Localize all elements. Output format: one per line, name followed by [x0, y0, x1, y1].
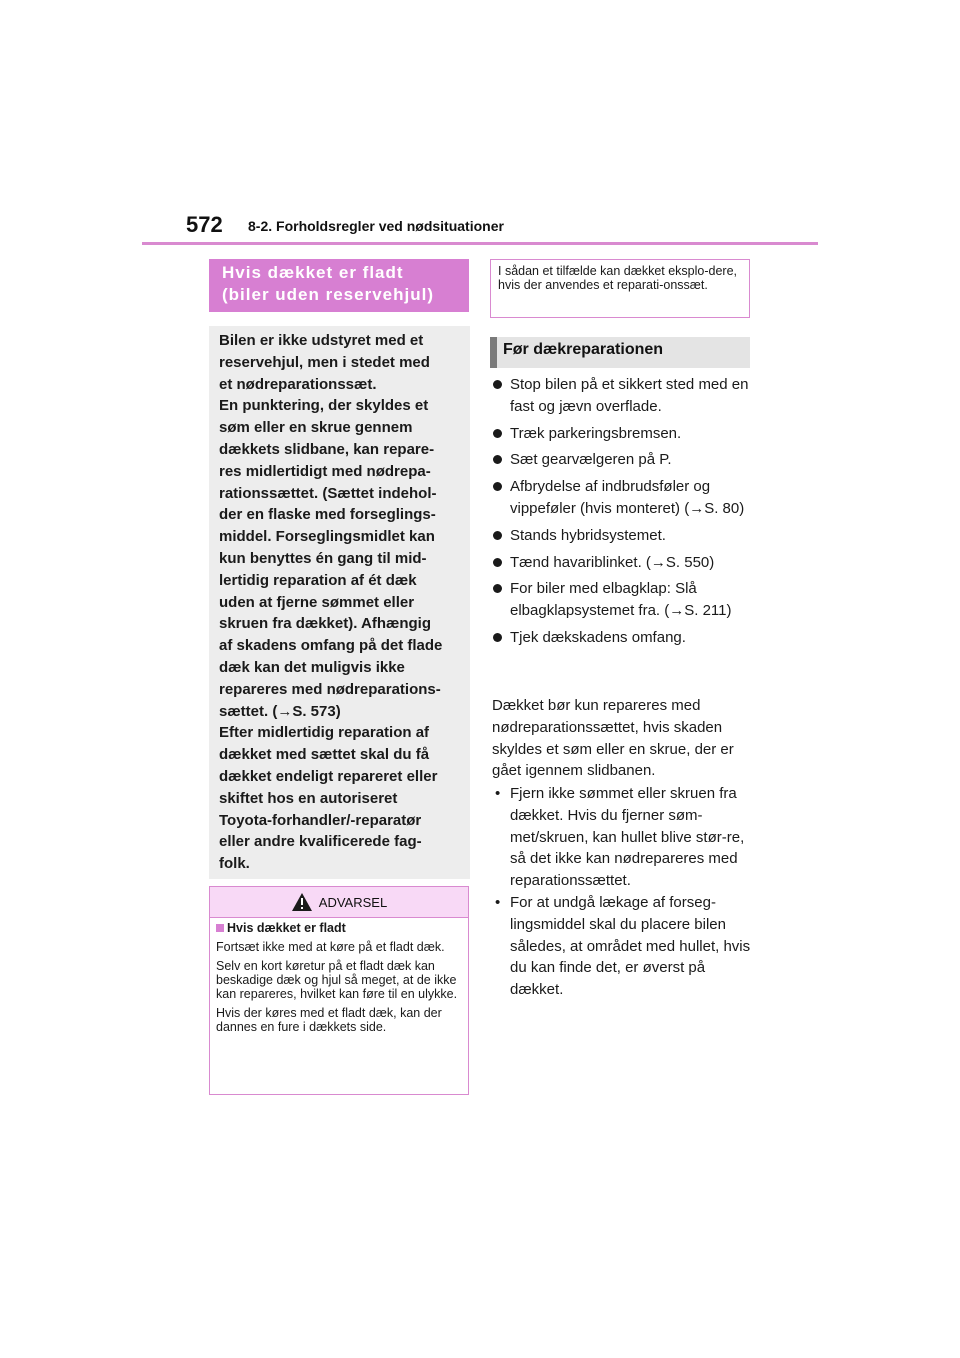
list-item: Tænd havariblinket. (→S. 550)	[492, 552, 752, 574]
info-line: dækket med sættet skal du få	[219, 746, 430, 764]
info-line: En punktering, der skyldes et	[219, 397, 429, 415]
info-line: kun benyttes én gang til mid-	[219, 549, 427, 567]
info-line: af skadens omfang på det flade	[219, 637, 443, 655]
subpoint-item: • For at undgå lækage af forseg-lingsmiddel skal du placere bilen således, at området med hullet, hvis du kan finde det, er øverst på dækket.	[492, 892, 754, 1001]
section-heading: 8-2. Forholdsregler ved nødsituationer	[248, 218, 504, 234]
info-box	[209, 326, 470, 879]
left-title-banner	[209, 259, 469, 312]
info-line: dækket endeligt repareret eller	[219, 767, 438, 785]
list-item: Træk parkeringsbremsen.	[492, 423, 752, 445]
info-line: reservehjul, men i stedet med	[219, 353, 430, 371]
subpoint-list	[492, 783, 754, 1001]
info-line: repareres med nødreparations-	[219, 680, 441, 698]
warning-box	[209, 886, 469, 1095]
list-item: Stop bilen på et sikkert sted med en fast og jævn overflade.	[492, 374, 752, 418]
list-item: For biler med elbagklap: Slå elbagklapsystemet fra. (→S. 211)	[492, 578, 752, 622]
info-line: folk.	[219, 855, 250, 873]
warning-paragraph: Hvis der køres med et fladt dæk, kan der dannes en fure i dækkets side.	[216, 1006, 442, 1034]
info-line: rationssættet. (Sættet indehol-	[219, 484, 437, 502]
page-number: 572	[186, 212, 223, 237]
info-line: dæk kan det muligvis ikke	[219, 658, 405, 676]
info-line: eller andre kvalificerede fag-	[219, 833, 422, 851]
info-line: skiftet hos en autoriseret	[219, 789, 398, 807]
warning-title: ADVARSEL	[318, 894, 388, 910]
before-repair-heading: Før dækreparationen	[490, 337, 750, 368]
list-item: Afbrydelse af indbrudsføler og vippeføler (hvis monteret) (→S. 80)	[492, 476, 752, 520]
warning-triangle-icon	[291, 892, 313, 912]
info-line: middel. Forseglingsmidlet kan	[219, 528, 435, 546]
info-line: lertidig reparation af ét dæk	[219, 571, 417, 589]
warning-header	[210, 887, 468, 918]
left-title-line-2: (biler uden reservehjul)	[222, 285, 434, 304]
info-line: res midlertidigt med nødrepa-	[219, 462, 431, 480]
left-title-line-1: Hvis dækket er fladt	[222, 263, 404, 282]
info-line: et nødreparationssæt.	[219, 375, 377, 393]
square-bullet-icon	[216, 924, 224, 932]
list-item: Stands hybridsystemet.	[492, 525, 752, 547]
info-line: Toyota-forhandler/-reparatør	[219, 811, 422, 829]
repair-paragraph: Dækket bør kun repareres med nødreparationssættet, hvis skaden skyldes et søm eller en skrue, der er gået igennem slidbanen.	[492, 697, 734, 780]
info-line: Bilen er ikke udstyret med et	[219, 332, 424, 349]
note-box: I sådan et tilfælde kan dækket eksplo-dere, hvis der anvendes et reparati-onssæt.	[490, 259, 750, 318]
subpoint-item: • Fjern ikke sømmet eller skruen fra dækket. Hvis du fjerner søm-met/skruen, kan hullet blive stør-re, så det ikke kan nødrepareres med reparationssættet.	[492, 783, 754, 892]
checklist	[492, 374, 752, 654]
list-item: Sæt gearvælgeren på P.	[492, 449, 752, 471]
info-line: søm eller en skrue gennem	[219, 419, 413, 437]
warning-subheading: Hvis dækket er fladt	[227, 921, 346, 935]
list-item: Tjek dækskadens omfang.	[492, 627, 752, 649]
header-rule	[142, 242, 818, 245]
warning-body	[210, 918, 468, 1034]
info-line: uden at fjerne sømmet eller	[219, 593, 415, 611]
warning-subheading-row	[216, 921, 462, 935]
info-line: sættet. (→S. 573)	[219, 702, 341, 720]
info-line: der en flaske med forseglings-	[219, 506, 436, 524]
warning-paragraph: Fortsæt ikke med at køre på et fladt dæk.	[216, 940, 445, 954]
info-line: skruen fra dækket). Afhængig	[219, 615, 431, 633]
warning-paragraph: Selv en kort køretur på et fladt dæk kan beskadige dæk og hjul så meget, at de ikke kan repareres, hvilket kan føre til en ulykke.	[216, 959, 458, 1001]
info-line: dækkets slidbane, kan repare-	[219, 440, 435, 458]
info-line: Efter midlertidig reparation af	[219, 724, 430, 742]
